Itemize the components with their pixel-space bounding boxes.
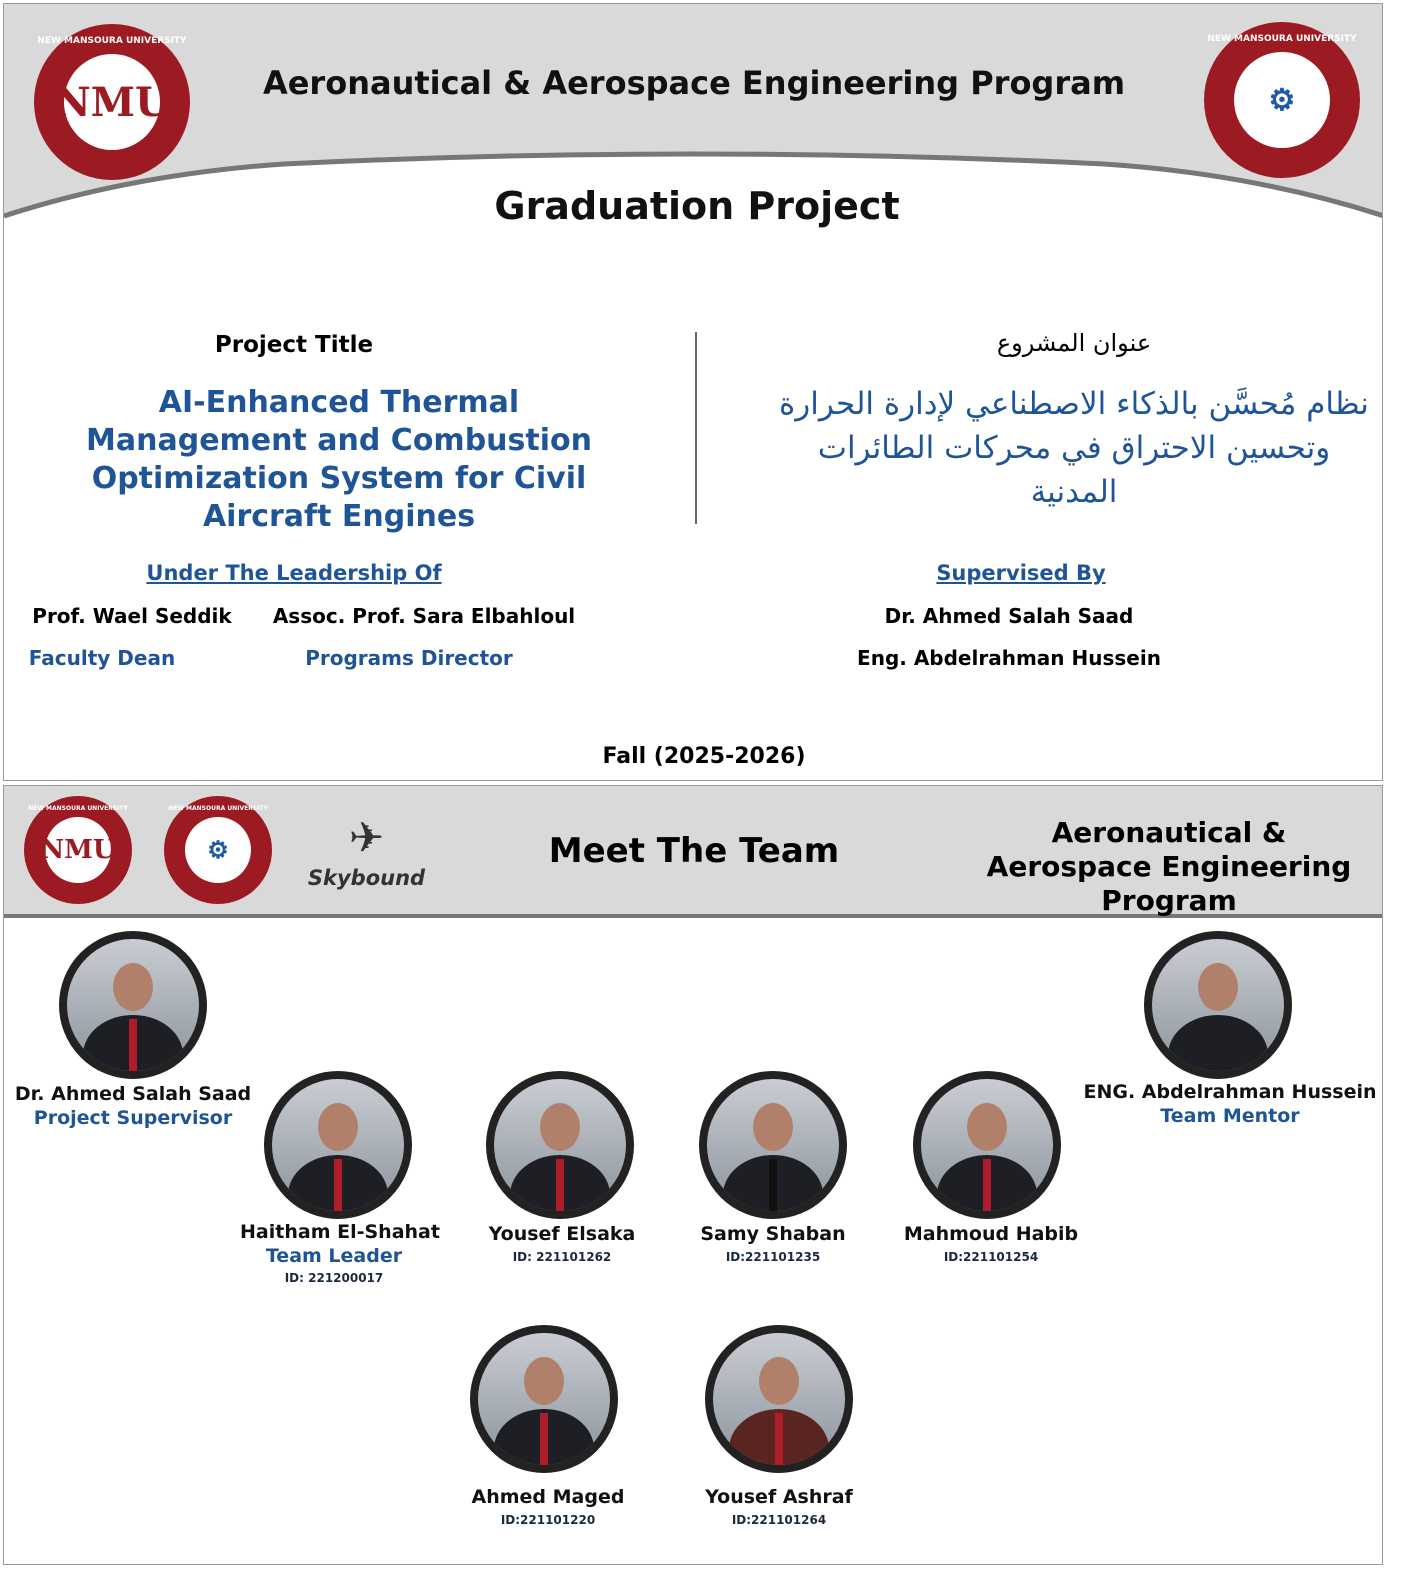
- skybound-logo-text: Skybound: [307, 866, 426, 890]
- leader-role: Programs Director: [305, 646, 513, 670]
- university-logo: NEW MANSOURA UNIVERSITY NMU: [24, 796, 132, 904]
- leader-name: Assoc. Prof. Sara Elbahloul: [272, 604, 576, 628]
- leadership-label: Under The Leadership Of: [146, 561, 442, 585]
- person-id: ID: 221200017: [284, 1271, 384, 1285]
- avatar: [705, 1325, 853, 1473]
- leader-role: Faculty Dean: [28, 646, 176, 670]
- cover-page: [3, 3, 1383, 781]
- term: Fall (2025-2026): [602, 744, 806, 769]
- team-page: [3, 785, 1383, 1565]
- person-name: Ahmed Maged: [471, 1486, 625, 1508]
- supervised-label: Supervised By: [936, 561, 1106, 585]
- avatar: [59, 931, 207, 1079]
- avatar: [699, 1071, 847, 1219]
- project-title-ar-label: عنوان المشروع: [996, 329, 1152, 357]
- person-id: ID:221101235: [725, 1250, 821, 1264]
- supervisor-name: Dr. Ahmed Salah Saad: [884, 604, 1134, 628]
- program-title: Aeronautical & Aerospace Engineering Program: [262, 64, 1126, 102]
- leader-name: Prof. Wael Seddik: [32, 604, 232, 628]
- university-logo: NEW MANSOURA UNIVERSITY NMU: [34, 24, 190, 180]
- faculty-logo: NEW MANSOURA UNIVERSITY ⚙: [1204, 22, 1360, 178]
- person-role: Project Supervisor: [33, 1107, 233, 1129]
- project-title-en: AI-Enhanced Thermal Management and Combustion Optimization System for Civil Aircraft Engines: [86, 385, 592, 534]
- person-role: Team Leader: [265, 1245, 403, 1267]
- person-name: Yousef Elsaka: [488, 1223, 636, 1245]
- avatar: [264, 1071, 412, 1219]
- person-name: Yousef Ashraf: [705, 1486, 853, 1508]
- avatar: [486, 1071, 634, 1219]
- team-program-title: Aeronautical & Aerospace Engineering Program: [986, 816, 1352, 917]
- project-title-ar: نظام مُحسَّن بالذكاء الاصطناعي لإدارة الحرارة وتحسين الاحتراق في محركات الطائرات المدنية: [779, 386, 1369, 510]
- person-role: Team Mentor: [1160, 1105, 1300, 1127]
- person-id: ID: 221101262: [512, 1250, 612, 1264]
- person-id: ID:221101264: [731, 1513, 827, 1527]
- person-name: Dr. Ahmed Salah Saad: [14, 1083, 252, 1105]
- avatar: [913, 1071, 1061, 1219]
- supervisor-name: Eng. Abdelrahman Hussein: [857, 646, 1161, 670]
- project-title-label: Project Title: [214, 332, 374, 358]
- person-id: ID:221101220: [500, 1513, 596, 1527]
- faculty-logo: NEW MANSOURA UNIVERSITY ⚙: [164, 796, 272, 904]
- skybound-logo: ✈: [348, 813, 385, 862]
- person-name: Mahmoud Habib: [903, 1223, 1079, 1245]
- avatar: [470, 1325, 618, 1473]
- page-title: Graduation Project: [494, 184, 900, 228]
- person-name: ENG. Abdelrahman Hussein: [1083, 1081, 1377, 1103]
- person-name: Haitham El-Shahat: [240, 1221, 440, 1243]
- person-name: Samy Shaban: [700, 1223, 846, 1245]
- divider: [695, 332, 697, 524]
- avatar: [1144, 931, 1292, 1079]
- person-id: ID:221101254: [943, 1250, 1039, 1264]
- team-title: Meet The Team: [548, 831, 840, 871]
